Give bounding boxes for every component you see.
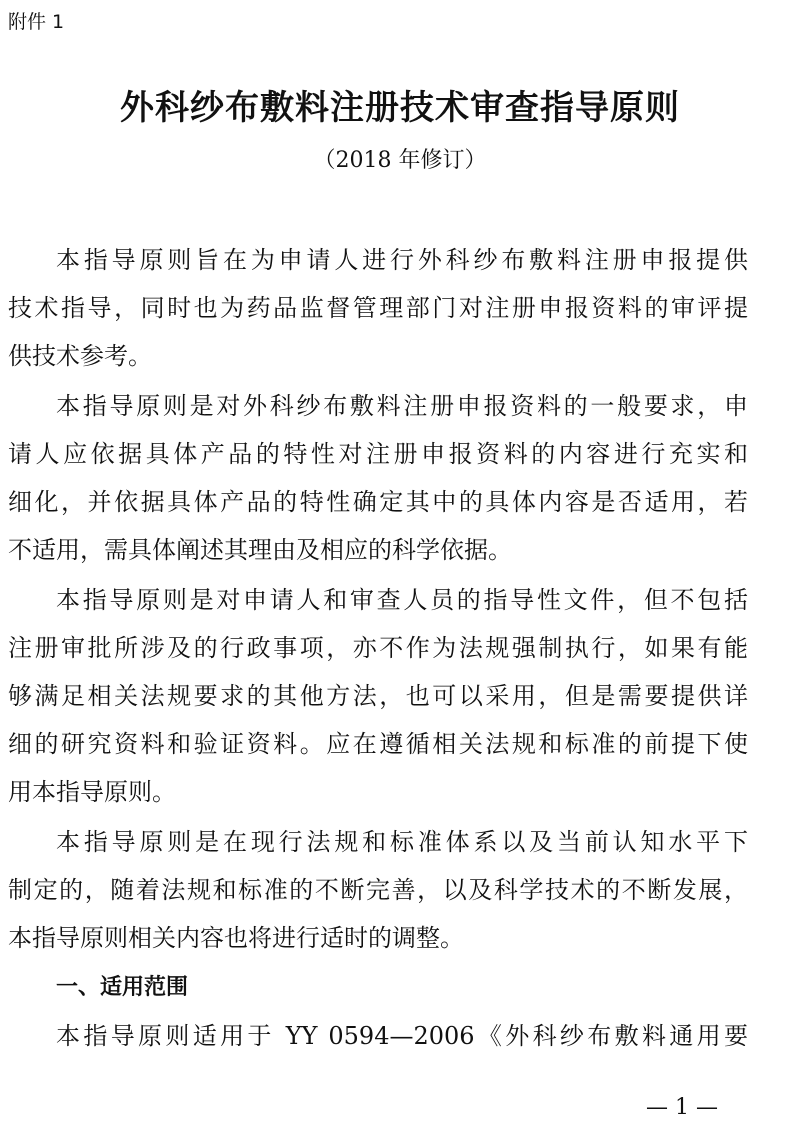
text-line: 细的研究资料和验证资料。应在遵循相关法规和标准的前提下使 — [8, 730, 748, 758]
document-title: 外科纱布敷料注册技术审查指导原则 — [120, 88, 680, 128]
document-subtitle: （2018 年修订） — [313, 148, 487, 173]
text-line: 技术指导，同时也为药品监督管理部门对注册申报资料的审评提 — [8, 294, 748, 322]
paragraph — [8, 382, 748, 574]
text-line: 注册审批所涉及的行政事项，亦不作为法规强制执行，如果有能 — [8, 634, 748, 662]
text-line: 本指导原则是对申请人和审查人员的指导性文件，但不包括 — [56, 586, 748, 614]
attachment-label: 附件 1 — [8, 11, 65, 33]
document-body — [8, 236, 748, 1062]
text-line: 本指导原则适用于 YY 0594—2006《外科纱布敷料通用要 — [56, 1022, 748, 1050]
text-line: 本指导原则是对外科纱布敷料注册申报资料的一般要求，申 — [56, 392, 748, 420]
paragraph — [8, 576, 748, 816]
text-line: 本指导原则旨在为申请人进行外科纱布敷料注册申报提供 — [56, 246, 748, 274]
text-line: 供技术参考。 — [8, 342, 152, 370]
text-line: 够满足相关法规要求的其他方法，也可以采用，但是需要提供详 — [8, 682, 748, 710]
section-heading: 一、适用范围 — [56, 975, 189, 1000]
page-number: — 1 — — [646, 1095, 718, 1120]
text-line: 用本指导原则。 — [8, 778, 176, 806]
text-line: 本指导原则相关内容也将进行适时的调整。 — [8, 924, 464, 952]
text-line: 本指导原则是在现行法规和标准体系以及当前认知水平下 — [56, 828, 748, 856]
text-line: 制定的，随着法规和标准的不断完善，以及科学技术的不断发展， — [8, 876, 748, 904]
text-line: 不适用，需具体阐述其理由及相应的科学依据。 — [8, 536, 512, 564]
text-line: 请人应依据具体产品的特性对注册申报资料的内容进行充实和 — [8, 440, 748, 468]
paragraph — [8, 1012, 748, 1060]
paragraph — [8, 818, 748, 962]
text-line: 细化，并依据具体产品的特性确定其中的具体内容是否适用，若 — [8, 488, 748, 516]
paragraph — [8, 236, 748, 380]
